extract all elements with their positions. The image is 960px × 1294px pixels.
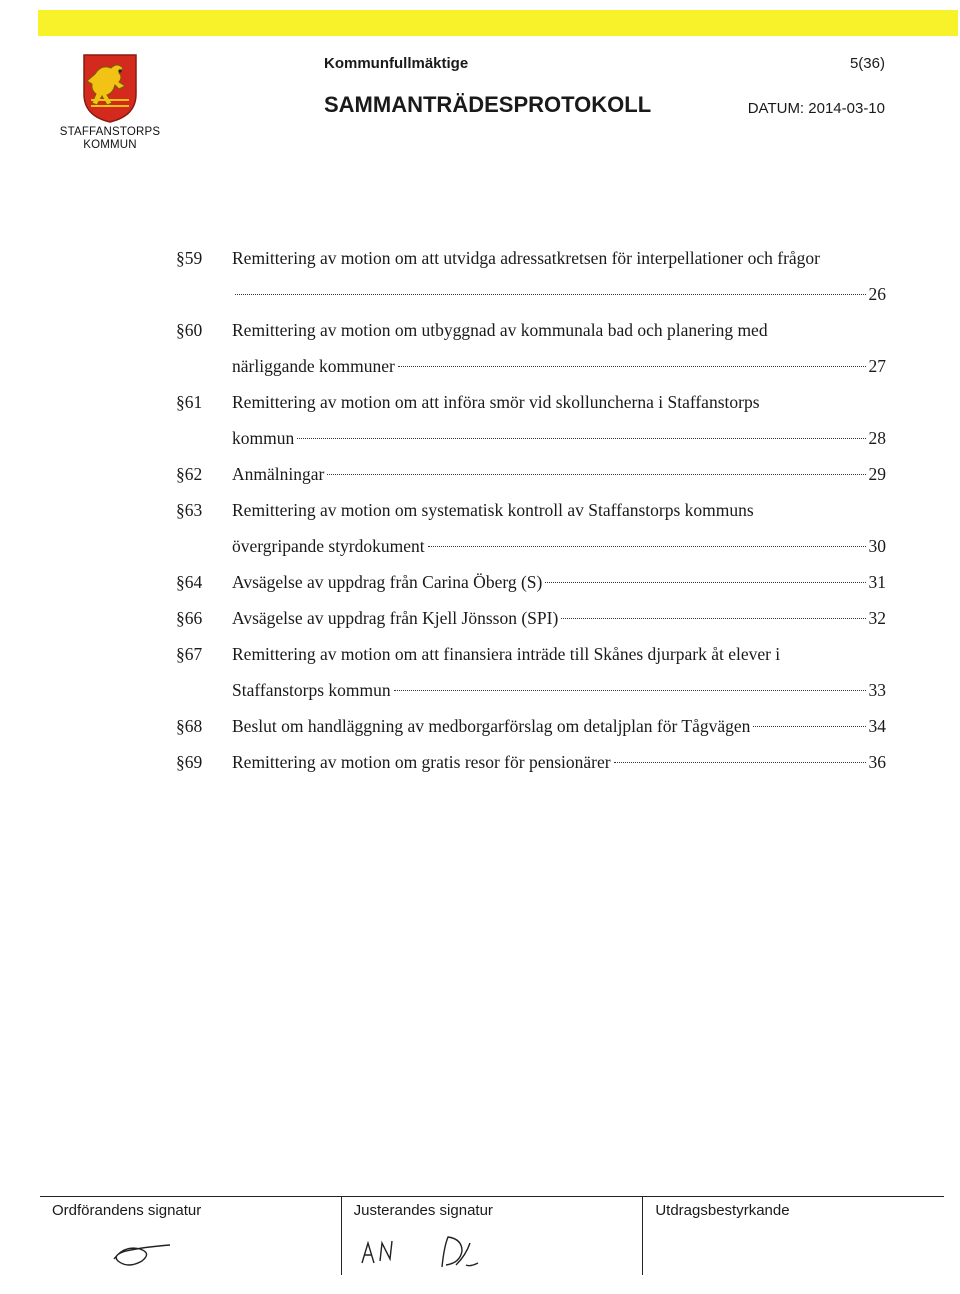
toc-page-number: 33 xyxy=(868,680,886,700)
toc-page-number: 28 xyxy=(868,428,886,448)
dot-leader xyxy=(398,366,866,367)
toc-entry-title-continued: Staffanstorps kommun xyxy=(232,680,391,700)
coat-of-arms-icon xyxy=(81,52,139,124)
toc-entry-title: Beslut om handläggning av medborgarförslag om detaljplan för Tågvägen xyxy=(232,716,751,736)
toc-section-number: §67 xyxy=(176,644,203,664)
toc-page-number: 30 xyxy=(868,536,886,556)
dot-leader xyxy=(753,726,865,727)
chair-signature-label: Ordförandens signatur xyxy=(52,1202,202,1219)
page-number: 5(36) xyxy=(849,55,885,72)
dot-leader xyxy=(561,618,865,619)
toc-entry-title: Remittering av motion om att utvidga adressatkretsen för interpellationer och frågor xyxy=(232,248,821,268)
toc-entry-60 xyxy=(176,312,886,384)
toc-entry-title: Avsägelse av uppdrag från Kjell Jönsson (SPI) xyxy=(232,608,559,628)
toc-section-number: §61 xyxy=(176,392,203,412)
toc-section-number: §62 xyxy=(176,464,203,484)
toc-section-number: §68 xyxy=(176,716,203,736)
toc-entry-title: Remittering av motion om systematisk kontroll av Staffanstorps kommuns xyxy=(232,500,754,520)
dot-leader xyxy=(297,438,865,439)
yellow-highlight-strip xyxy=(38,10,958,36)
municipality-logo xyxy=(50,52,170,152)
table-of-contents xyxy=(176,240,886,780)
dot-leader xyxy=(235,294,866,295)
toc-entry-67 xyxy=(176,636,886,708)
toc-entry-63 xyxy=(176,492,886,564)
chair-signature-cell xyxy=(40,1197,342,1275)
handwritten-initials-icon xyxy=(356,1227,516,1273)
toc-section-number: §66 xyxy=(176,608,203,628)
signature-footer xyxy=(40,1196,944,1275)
toc-entry-title: Remittering av motion om utbyggnad av kommunala bad och planering med xyxy=(232,320,768,340)
toc-section-number: §69 xyxy=(176,752,203,772)
toc-entry-title: Avsägelse av uppdrag från Carina Öberg (S) xyxy=(232,572,543,592)
toc-entry-61 xyxy=(176,384,886,456)
toc-section-number: §63 xyxy=(176,500,203,520)
adjuster-signature-label: Justerandes signatur xyxy=(353,1202,493,1219)
toc-entry-title-continued: närliggande kommuner xyxy=(232,356,395,376)
dot-leader xyxy=(545,582,865,583)
toc-entry-64 xyxy=(176,564,886,600)
toc-page-number: 26 xyxy=(868,284,886,304)
toc-entry-title: Remittering av motion om att införa smör vid skolluncherna i Staffanstorps xyxy=(232,392,760,412)
toc-entry-68 xyxy=(176,708,886,744)
toc-entry-title: Remittering av motion om att finansiera inträde till Skånes djurpark åt elever i xyxy=(232,644,781,664)
toc-entry-title: Remittering av motion om gratis resor för pensionärer xyxy=(232,752,611,772)
logo-line-2: KOMMUN xyxy=(83,139,137,151)
toc-page-number: 27 xyxy=(868,356,886,376)
organization-name: Kommunfullmäktige xyxy=(324,55,469,72)
toc-entry-69 xyxy=(176,744,886,780)
toc-entry-title: Anmälningar xyxy=(232,464,325,484)
dot-leader xyxy=(428,546,866,547)
toc-entry-title-continued: kommun xyxy=(232,428,295,448)
toc-entry-62 xyxy=(176,456,886,492)
toc-page-number: 29 xyxy=(868,464,886,484)
dot-leader xyxy=(327,474,865,475)
certification-label: Utdragsbestyrkande xyxy=(655,1202,790,1219)
dot-leader xyxy=(614,762,866,763)
document-date: DATUM: 2014-03-10 xyxy=(747,100,885,117)
toc-page-number: 34 xyxy=(868,716,886,736)
toc-entry-title-continued: övergripande styrdokument xyxy=(232,536,425,556)
toc-page-number: 31 xyxy=(868,572,886,592)
adjuster-signature-cell xyxy=(342,1197,644,1275)
handwritten-signature-icon xyxy=(108,1237,178,1271)
toc-section-number: §64 xyxy=(176,572,203,592)
toc-entry-59 xyxy=(176,240,886,312)
document-title: SAMMANTRÄDESPROTOKOLL xyxy=(324,92,652,117)
logo-line-1: STAFFANSTORPS xyxy=(59,126,161,138)
toc-page-number: 32 xyxy=(868,608,886,628)
dot-leader xyxy=(394,690,866,691)
certification-cell xyxy=(643,1197,944,1275)
toc-section-number: §59 xyxy=(176,248,203,268)
toc-section-number: §60 xyxy=(176,320,203,340)
toc-page-number: 36 xyxy=(868,752,886,772)
toc-entry-66 xyxy=(176,600,886,636)
